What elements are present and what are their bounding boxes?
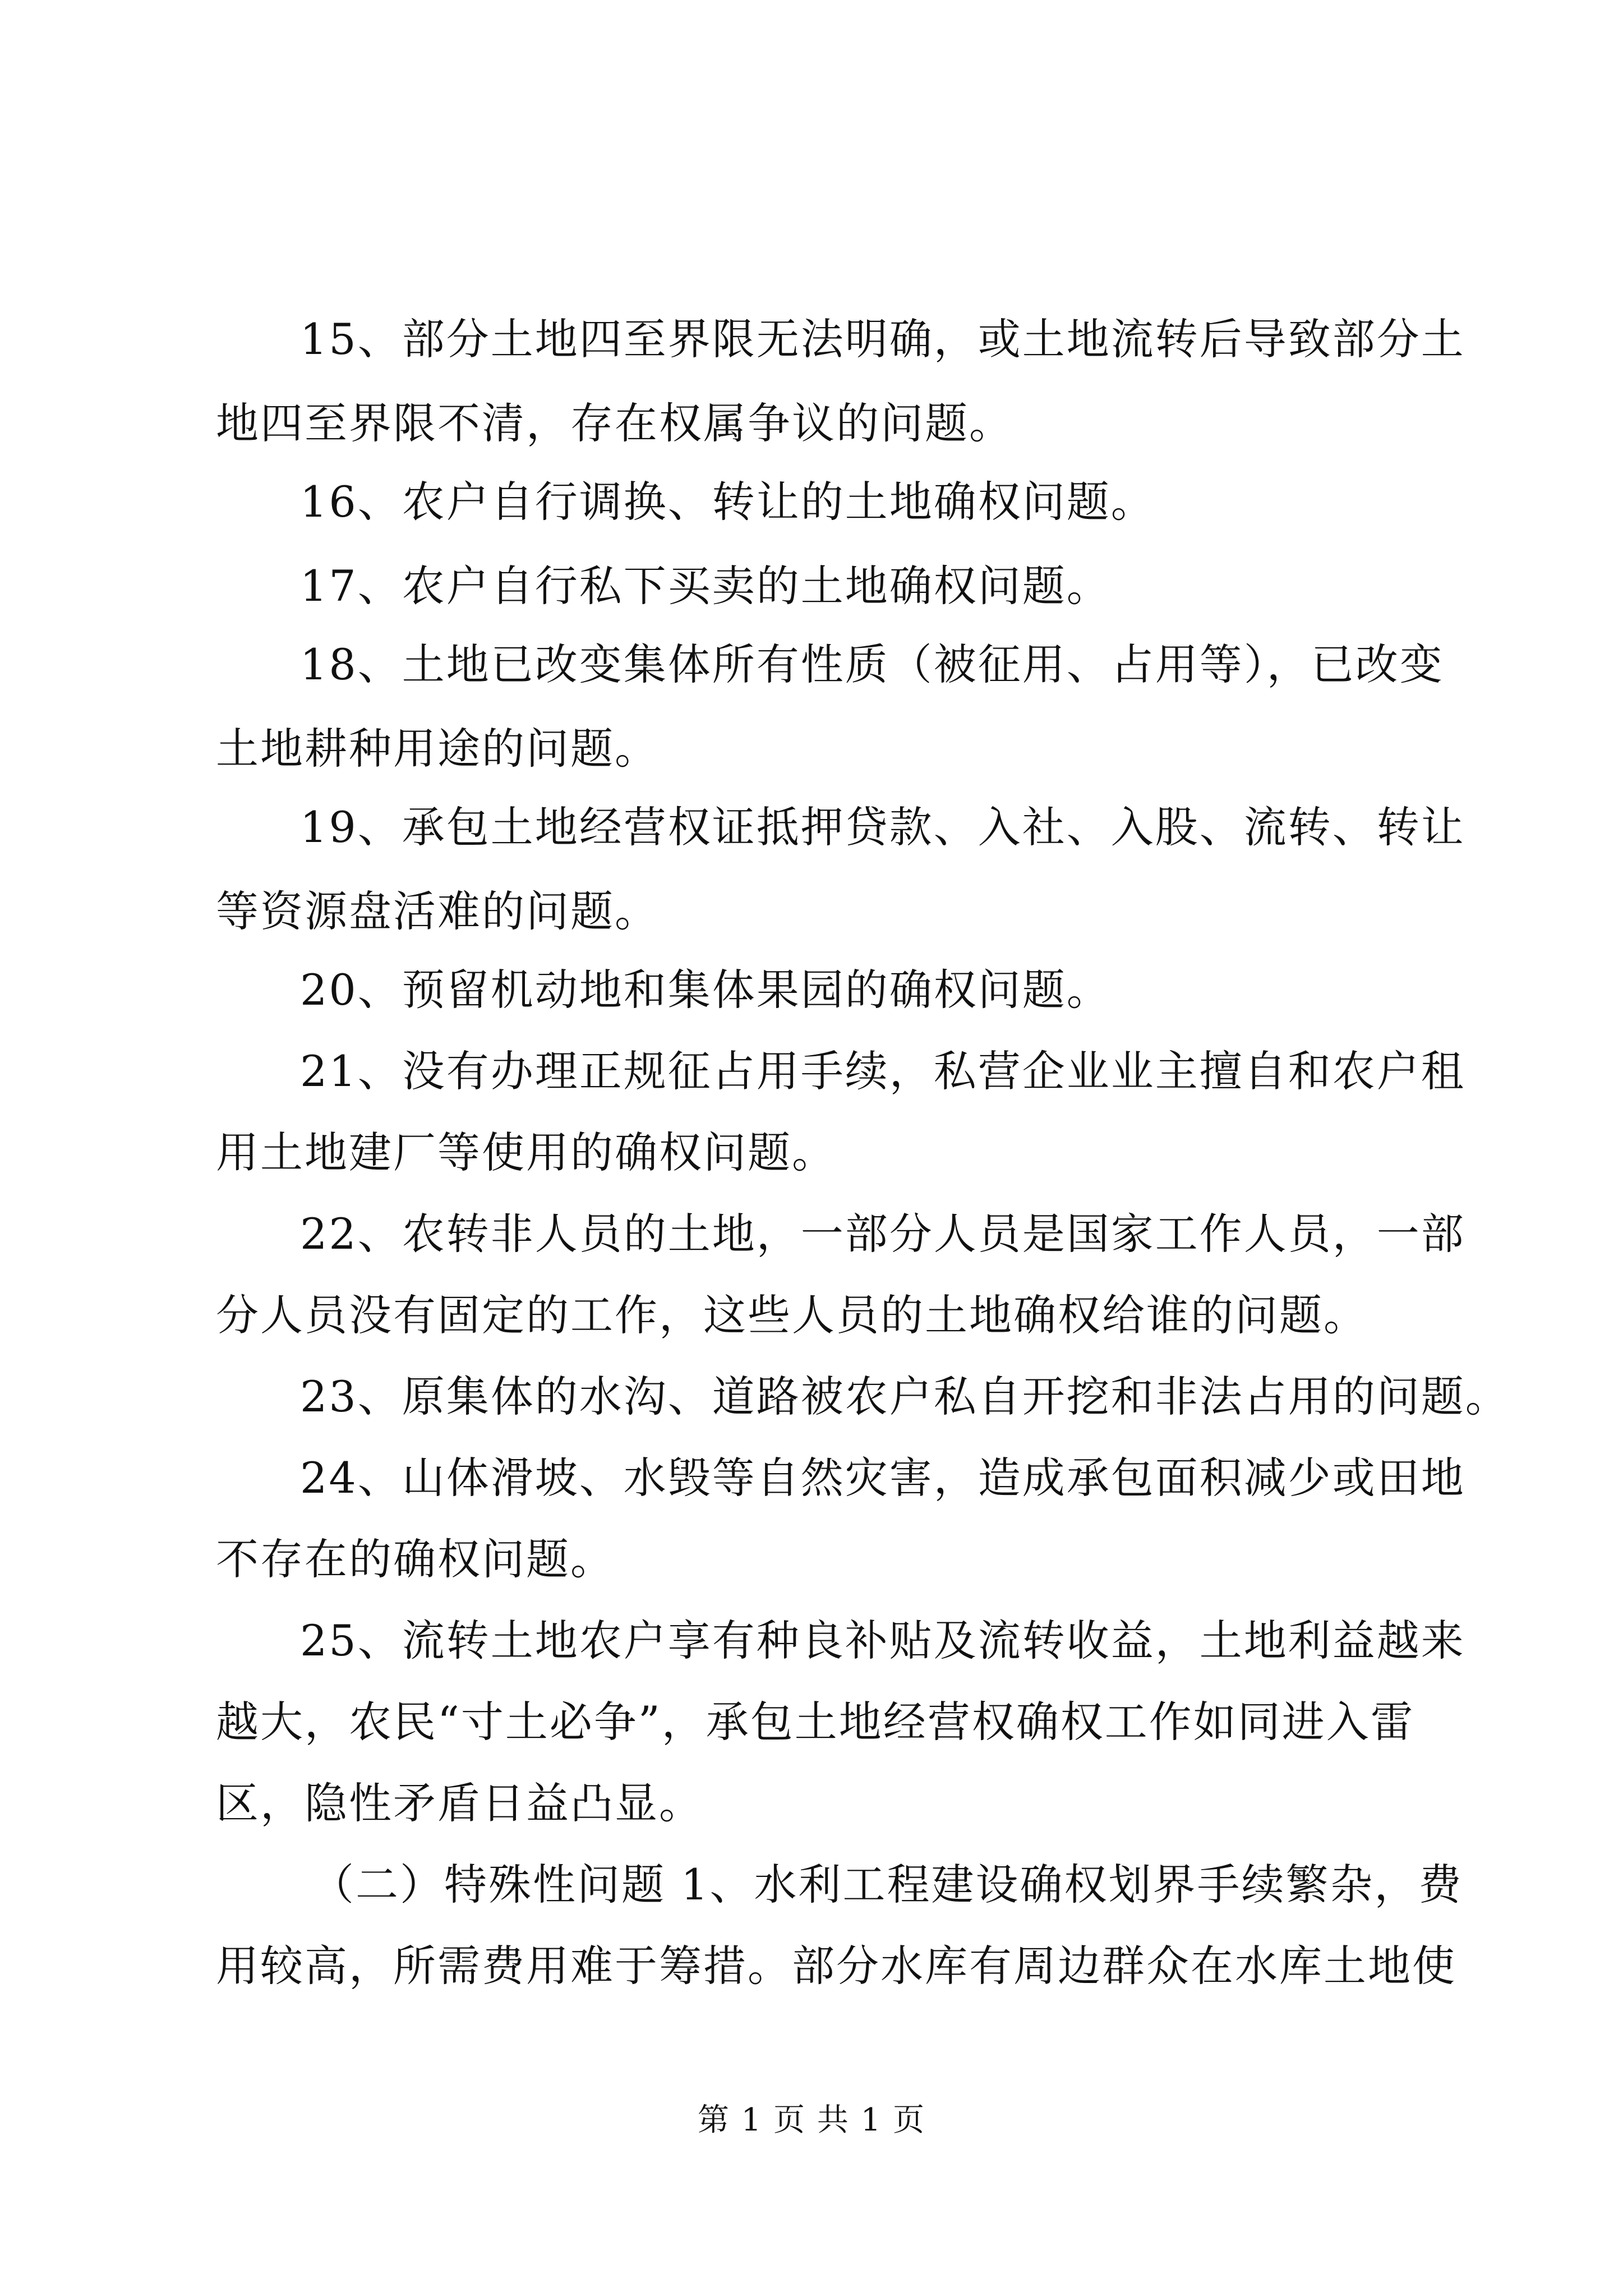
text-line: 19、承包土地经营权证抵押贷款、入社、入股、流转、转让 (300, 802, 1465, 852)
text-line: 土地耕种用途的问题。 (216, 724, 659, 774)
text-line: 等资源盘活难的问题。 (216, 886, 659, 936)
text-line: 地四至界限不清，存在权属争议的问题。 (216, 398, 1013, 448)
text-line: 用土地建厂等使用的确权问题。 (216, 1128, 836, 1177)
text-line: 分人员没有固定的工作，这些人员的土地确权给谁的问题。 (216, 1290, 1368, 1340)
text-line: 15、部分土地四至界限无法明确，或土地流转后导致部分土 (300, 314, 1465, 364)
text-line: （二）特殊性问题 1、水利工程建设确权划界手续繁杂，费 (311, 1860, 1463, 1910)
text-line: 20、预留机动地和集体果园的确权问题。 (300, 965, 1111, 1015)
text-line: 23、原集体的水沟、道路被农户私自开挖和非法占用的问题。 (300, 1372, 1510, 1421)
text-line: 区，隐性矛盾日益凸显。 (216, 1778, 703, 1828)
text-line: 25、流转土地农户享有种良补贴及流转收益，土地利益越来 (300, 1616, 1465, 1665)
text-line: 24、山体滑坡、水毁等自然灾害，造成承包面积减少或田地 (300, 1453, 1465, 1503)
text-line: 用较高，所需费用难于筹措。部分水库有周边群众在水库土地使 (216, 1941, 1456, 1991)
text-line: 18、土地已改变集体所有性质（被征用、占用等），已改变 (300, 639, 1444, 689)
text-line: 22、农转非人员的土地，一部分人员是国家工作人员，一部 (300, 1209, 1465, 1259)
text-line: 17、农户自行私下买卖的土地确权问题。 (300, 561, 1111, 611)
text-line: 越大，农民“寸土必争”，承包土地经营权确权工作如同进入雷 (216, 1697, 1415, 1747)
page-footer: 第 1 页 共 1 页 (697, 2102, 926, 2138)
text-line: 21、没有办理正规征占用手续，私营企业业主擅自和农户租 (300, 1046, 1465, 1096)
text-line: 16、农户自行调换、转让的土地确权问题。 (300, 477, 1155, 527)
text-line: 不存在的确权问题。 (216, 1534, 615, 1584)
